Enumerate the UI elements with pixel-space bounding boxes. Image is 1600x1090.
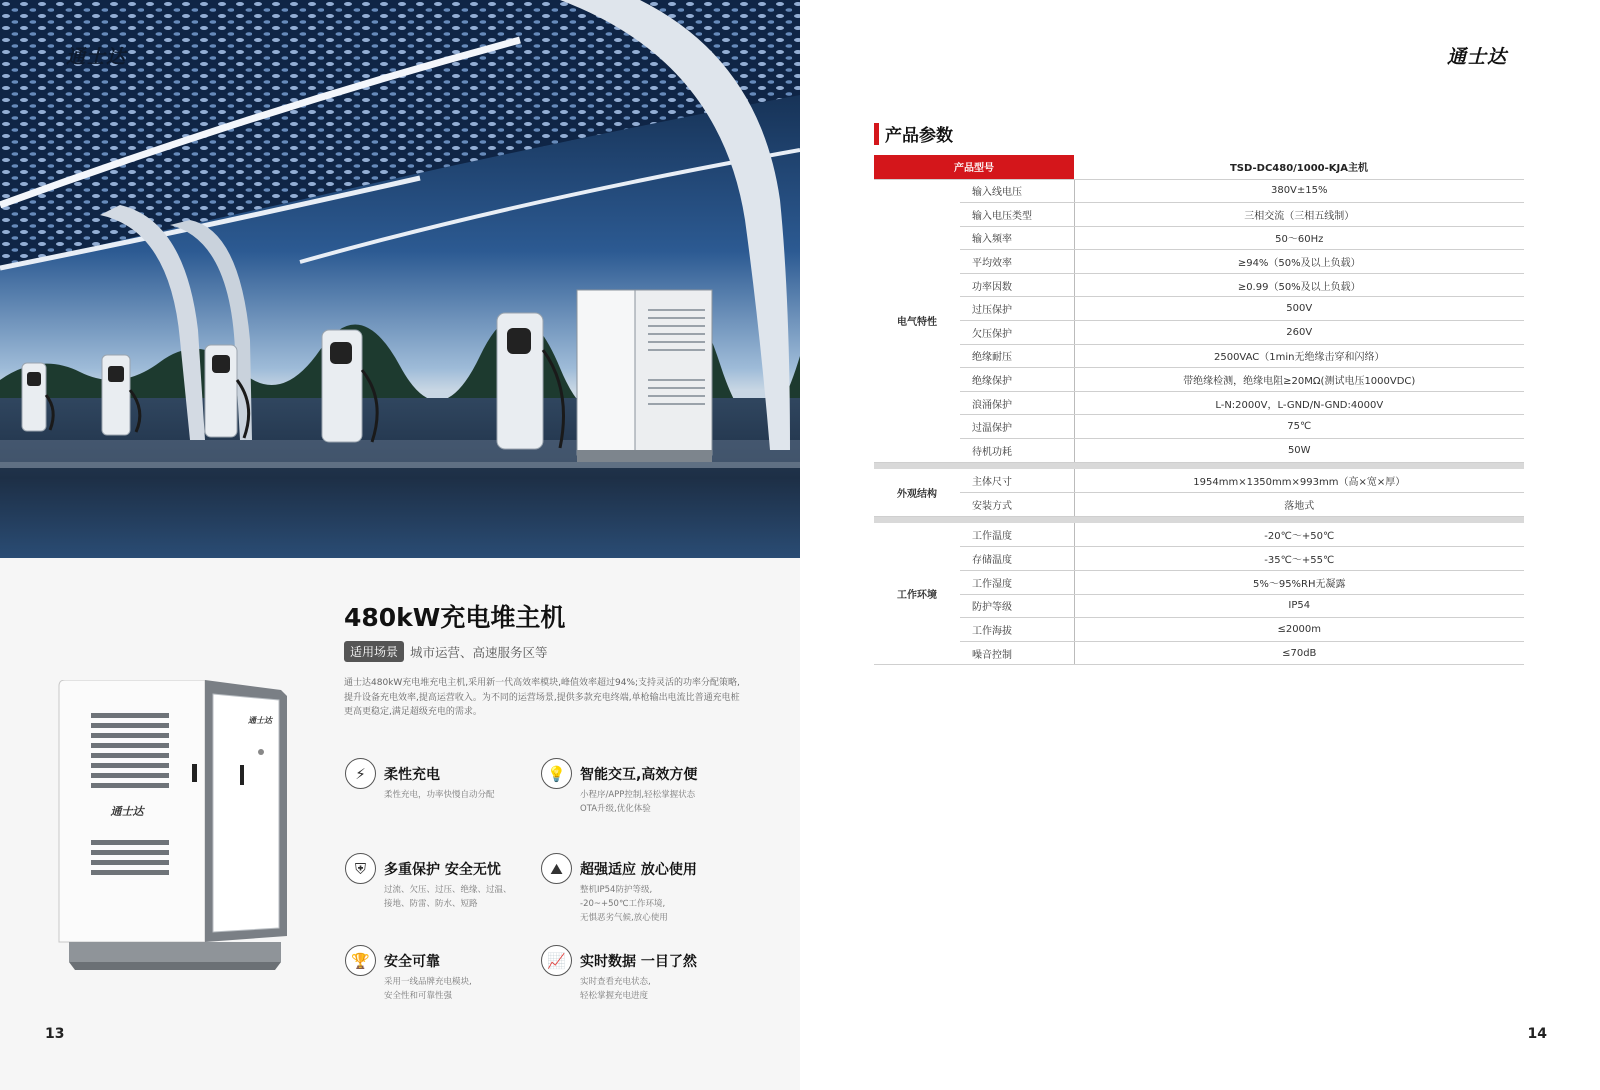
- lightbulb-head-icon: 💡: [541, 758, 572, 789]
- feature-desc-line: 柔性充电，功率快慢自动分配: [384, 790, 495, 800]
- table-row: [874, 321, 1524, 345]
- svg-text:通士达: 通士达: [248, 716, 272, 725]
- feature-title: 柔性充电: [384, 767, 440, 783]
- param-value: 500V: [1074, 297, 1524, 321]
- param-name: 工作温度: [960, 523, 1074, 547]
- param-name: 待机功耗: [960, 439, 1074, 463]
- product-parameters-table: [874, 155, 1524, 665]
- table-row: [874, 523, 1524, 547]
- feature-desc: [384, 975, 472, 1003]
- param-name: 工作湿度: [960, 571, 1074, 595]
- table-row: [874, 594, 1524, 618]
- adapt-icon: ⛰: [541, 853, 572, 884]
- feature-title: 智能交互,高效方便: [580, 767, 698, 783]
- feature-desc-line: OTA升级,优化体验: [580, 804, 651, 814]
- feature-desc-line: 无惧恶劣气候,放心使用: [580, 913, 668, 923]
- group-label: 电气特性: [874, 179, 960, 462]
- feature-desc: [384, 788, 495, 802]
- feature-desc: [580, 883, 668, 925]
- param-value: IP54: [1074, 594, 1524, 618]
- param-value: L-N:2000V，L-GND/N-GND:4000V: [1074, 391, 1524, 415]
- param-name: 主体尺寸: [960, 469, 1074, 493]
- table-row: [874, 415, 1524, 439]
- group-separator: [874, 462, 1524, 469]
- param-name: 工作海拔: [960, 618, 1074, 642]
- feature-desc-line: -20~+50℃工作环境,: [580, 899, 666, 909]
- feature-title: 超强适应 放心使用: [580, 862, 697, 878]
- param-value: 2500VAC（1min无绝缘击穿和闪络）: [1074, 344, 1524, 368]
- feature-desc-line: 过流、欠压、过压、绝缘、过温、: [384, 885, 512, 895]
- table-row: [874, 439, 1524, 463]
- feature-desc-line: 轻松掌握充电进度: [580, 991, 649, 1001]
- header-value: TSD-DC480/1000-KJA主机: [1074, 155, 1524, 179]
- table-row: [874, 493, 1524, 517]
- group-separator: [874, 516, 1524, 523]
- param-value: 带绝缘检测，绝缘电阻≥20MΩ(测试电压1000VDC): [1074, 368, 1524, 392]
- product-description: 通士达480kW充电堆充电主机,采用新一代高效率模块,峰值效率超过94%;支持灵活的功率分配策略,提升设备充电效率,提高运营收入。为不同的运营场景,提供多款充电终端,单枪输出电流比普通充电桩更高更稳定,满足超级充电的需求。: [344, 678, 740, 717]
- section-title: [874, 121, 953, 146]
- param-name: 输入频率: [960, 226, 1074, 250]
- feature-desc: [580, 788, 695, 816]
- param-value: 75℃: [1074, 415, 1524, 439]
- section-title-text: 产品参数: [885, 126, 953, 146]
- table-row: [874, 571, 1524, 595]
- param-value: 三相交流（三相五线制）: [1074, 203, 1524, 227]
- table-row: [874, 179, 1524, 203]
- param-value: ≥94%（50%及以上负载）: [1074, 250, 1524, 274]
- section-title-accent-bar: [874, 123, 879, 145]
- feature-title: 实时数据 一目了然: [580, 954, 697, 970]
- group-label: 工作环境: [874, 523, 960, 665]
- table-row: [874, 547, 1524, 571]
- param-value: ≥0.99（50%及以上负载）: [1074, 273, 1524, 297]
- brand-logo-right: 通士达: [1446, 46, 1507, 68]
- param-name: 噪音控制: [960, 641, 1074, 665]
- feature-desc-line: 安全性和可靠性强: [384, 991, 453, 1001]
- hero-photo-charging-station: [0, 0, 800, 558]
- scene-tag: 适用场景: [344, 641, 404, 662]
- param-value: 260V: [1074, 321, 1524, 345]
- param-name: 输入电压类型: [960, 203, 1074, 227]
- param-value: ≤70dB: [1074, 641, 1524, 665]
- param-name: 输入线电压: [960, 179, 1074, 203]
- param-name: 平均效率: [960, 250, 1074, 274]
- table-row: [874, 641, 1524, 665]
- brand-logo-left: 通士达: [66, 46, 127, 68]
- shield-icon: ⛨: [345, 853, 376, 884]
- param-name: 存储温度: [960, 547, 1074, 571]
- param-name: 欠压保护: [960, 321, 1074, 345]
- feature-desc: [384, 883, 512, 911]
- param-name: 过温保护: [960, 415, 1074, 439]
- header-label: 产品型号: [874, 155, 1074, 179]
- product-title: 480kW充电堆主机: [344, 603, 566, 632]
- param-value: 落地式: [1074, 493, 1524, 517]
- param-value: 380V±15%: [1074, 179, 1524, 203]
- page-number-left: 13: [45, 1026, 65, 1042]
- feature-desc-line: 采用一线品牌充电模块,: [384, 977, 472, 987]
- chart-icon: 📈: [541, 945, 572, 976]
- param-value: 1954mm×1350mm×993mm（高×宽×厚）: [1074, 469, 1524, 493]
- table-row: [874, 391, 1524, 415]
- param-name: 防护等级: [960, 594, 1074, 618]
- table-row: [874, 273, 1524, 297]
- table-row: [874, 226, 1524, 250]
- svg-text:通士达: 通士达: [110, 805, 144, 818]
- page-number-right: 14: [1527, 1026, 1547, 1042]
- table-row: [874, 344, 1524, 368]
- scene-text: 城市运营、高速服务区等: [410, 644, 548, 660]
- right-page: [800, 0, 1600, 1090]
- param-name: 安装方式: [960, 493, 1074, 517]
- feature-desc-line: 实时查看充电状态,: [580, 977, 651, 987]
- param-name: 功率因数: [960, 273, 1074, 297]
- group-label: 外观结构: [874, 469, 960, 516]
- scene-row: [344, 641, 548, 662]
- table-row: [874, 203, 1524, 227]
- param-value: -35℃～+55℃: [1074, 547, 1524, 571]
- param-name: 绝缘保护: [960, 368, 1074, 392]
- feature-desc: [580, 975, 651, 1003]
- table-header-row: [874, 155, 1524, 179]
- feature-title: 多重保护 安全无忧: [384, 862, 501, 878]
- param-value: -20℃～+50℃: [1074, 523, 1524, 547]
- lightning-circle-icon: ⚡: [345, 758, 376, 789]
- table-row: [874, 469, 1524, 493]
- product-cabinet-image: [55, 680, 295, 980]
- param-name: 过压保护: [960, 297, 1074, 321]
- param-name: 浪涌保护: [960, 391, 1074, 415]
- trophy-icon: 🏆: [345, 945, 376, 976]
- param-value: 50～60Hz: [1074, 226, 1524, 250]
- param-value: 5%～95%RH无凝露: [1074, 571, 1524, 595]
- table-row: [874, 368, 1524, 392]
- table-row: [874, 618, 1524, 642]
- param-value: 50W: [1074, 439, 1524, 463]
- table-row: [874, 297, 1524, 321]
- feature-desc-line: 小程序/APP控制,轻松掌握状态: [580, 790, 696, 800]
- feature-desc-line: 接地、防雷、防水、短路: [384, 899, 478, 909]
- table-row: [874, 250, 1524, 274]
- param-name: 绝缘耐压: [960, 344, 1074, 368]
- feature-desc-line: 整机IP54防护等级,: [580, 885, 653, 895]
- param-value: ≤2000m: [1074, 618, 1524, 642]
- feature-title: 安全可靠: [384, 954, 440, 970]
